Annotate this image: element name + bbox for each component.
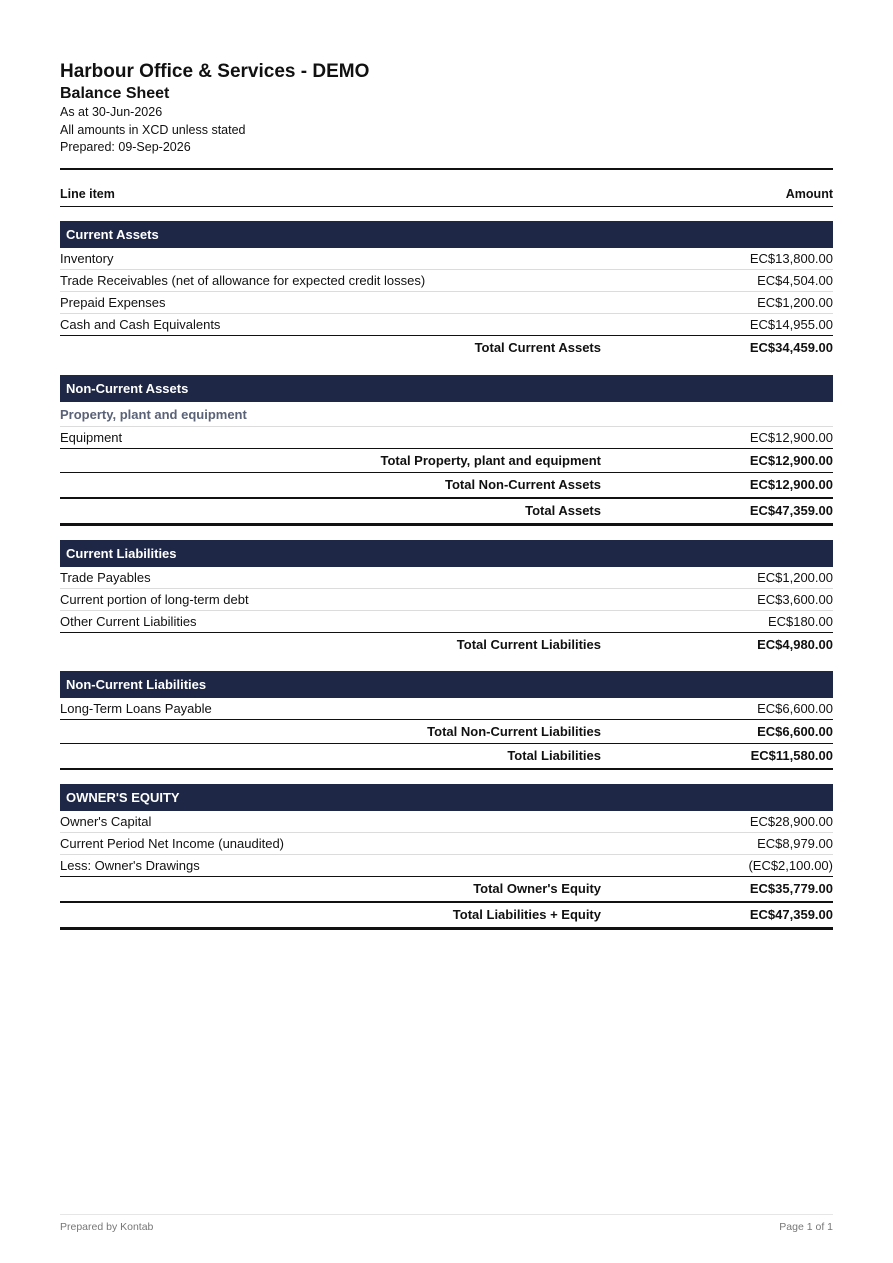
table-row <box>60 811 833 833</box>
row-label: Other Current Liabilities <box>60 613 197 629</box>
table-row <box>60 589 833 611</box>
row-amount: EC$180.00 <box>767 613 833 629</box>
section-current-assets <box>60 221 833 360</box>
total-liabilities-amount: EC$11,580.00 <box>750 748 833 763</box>
total-amount: EC$4,980.00 <box>757 637 833 652</box>
table-row <box>60 698 833 720</box>
column-amount: Amount <box>785 186 833 201</box>
row-amount: EC$1,200.00 <box>757 294 833 310</box>
as-at-date: As at 30-Jun-2026 <box>60 105 163 119</box>
table-row <box>60 567 833 589</box>
total-label: Total Owner's Equity <box>473 881 601 896</box>
row-amount: EC$3,600.00 <box>757 591 833 607</box>
total-amount: EC$35,779.00 <box>749 881 833 896</box>
table-row <box>60 270 833 292</box>
row-label: Owner's Capital <box>60 813 152 829</box>
total-liabilities-label: Total Liabilities <box>507 748 601 763</box>
table-row <box>60 248 833 270</box>
total-amount: EC$12,900.00 <box>749 477 833 492</box>
currency-note: All amounts in XCD unless stated <box>60 122 246 137</box>
row-amount: EC$13,800.00 <box>749 250 833 266</box>
table-row <box>60 833 833 855</box>
row-label: Less: Owner's Drawings <box>60 857 200 873</box>
subtotal-row <box>60 449 833 473</box>
subsection-heading: Property, plant and equipment <box>60 402 833 427</box>
footer-page-number: Page 1 of 1 <box>779 1221 833 1233</box>
table-row <box>60 855 833 877</box>
column-headers <box>60 170 833 207</box>
row-label: Trade Payables <box>60 569 151 585</box>
section-heading: OWNER'S EQUITY <box>60 784 833 811</box>
section-non-current-liabilities <box>60 671 833 744</box>
total-row <box>60 633 833 657</box>
row-label: Trade Receivables (net of allowance for expected credit losses) <box>60 272 426 288</box>
subtotal-amount: EC$12,900.00 <box>749 452 833 468</box>
report-header <box>60 62 833 157</box>
row-label: Equipment <box>60 429 123 445</box>
total-assets-amount: EC$47,359.00 <box>749 503 833 518</box>
row-label: Inventory <box>60 250 114 266</box>
company-name: Harbour Office & Services - DEMO <box>60 61 370 82</box>
total-row <box>60 336 833 360</box>
column-line-item: Line item <box>60 186 115 201</box>
total-assets-row <box>60 499 833 526</box>
section-non-current-assets <box>60 375 833 499</box>
total-row <box>60 473 833 499</box>
total-label: Total Current Assets <box>474 340 601 355</box>
section-heading: Non-Current Assets <box>60 375 833 402</box>
total-label: Total Non-Current Assets <box>444 477 601 492</box>
total-label: Total Non-Current Liabilities <box>427 723 601 739</box>
total-amount: EC$34,459.00 <box>749 340 833 355</box>
subtotal-label: Total Property, plant and equipment <box>380 452 601 468</box>
row-amount: (EC$2,100.00) <box>748 857 833 873</box>
total-liabilities-equity-amount: EC$47,359.00 <box>749 907 833 922</box>
section-heading: Current Liabilities <box>60 540 833 567</box>
row-amount: EC$14,955.00 <box>749 316 833 332</box>
row-label: Prepaid Expenses <box>60 294 166 310</box>
section-heading: Current Assets <box>60 221 833 248</box>
row-amount: EC$4,504.00 <box>757 272 833 288</box>
row-label: Cash and Cash Equivalents <box>60 316 221 332</box>
total-row <box>60 877 833 903</box>
total-liabilities-row <box>60 744 833 770</box>
section-current-liabilities <box>60 540 833 657</box>
prepared-date: Prepared: 09-Sep-2026 <box>60 140 191 154</box>
table-row <box>60 611 833 633</box>
section-heading: Non-Current Liabilities <box>60 671 833 698</box>
row-label: Current portion of long-term debt <box>60 591 249 607</box>
report-title: Balance Sheet <box>60 85 170 102</box>
total-liabilities-equity-label: Total Liabilities + Equity <box>452 907 601 922</box>
row-amount: EC$6,600.00 <box>757 700 833 716</box>
table-row <box>60 427 833 449</box>
total-assets-label: Total Assets <box>525 503 601 518</box>
row-label: Long-Term Loans Payable <box>60 700 212 716</box>
page-footer <box>60 1214 833 1233</box>
total-row <box>60 720 833 744</box>
row-amount: EC$12,900.00 <box>749 429 833 445</box>
row-label: Current Period Net Income (unaudited) <box>60 835 285 851</box>
total-label: Total Current Liabilities <box>456 637 601 652</box>
row-amount: EC$8,979.00 <box>757 835 833 851</box>
row-amount: EC$28,900.00 <box>749 813 833 829</box>
report-content <box>60 62 833 930</box>
total-amount: EC$6,600.00 <box>757 723 833 739</box>
footer-prepared-by: Prepared by Kontab <box>60 1221 154 1233</box>
table-row <box>60 292 833 314</box>
table-row <box>60 314 833 336</box>
total-liabilities-equity-row <box>60 903 833 930</box>
section-owners-equity <box>60 784 833 903</box>
row-amount: EC$1,200.00 <box>757 569 833 585</box>
